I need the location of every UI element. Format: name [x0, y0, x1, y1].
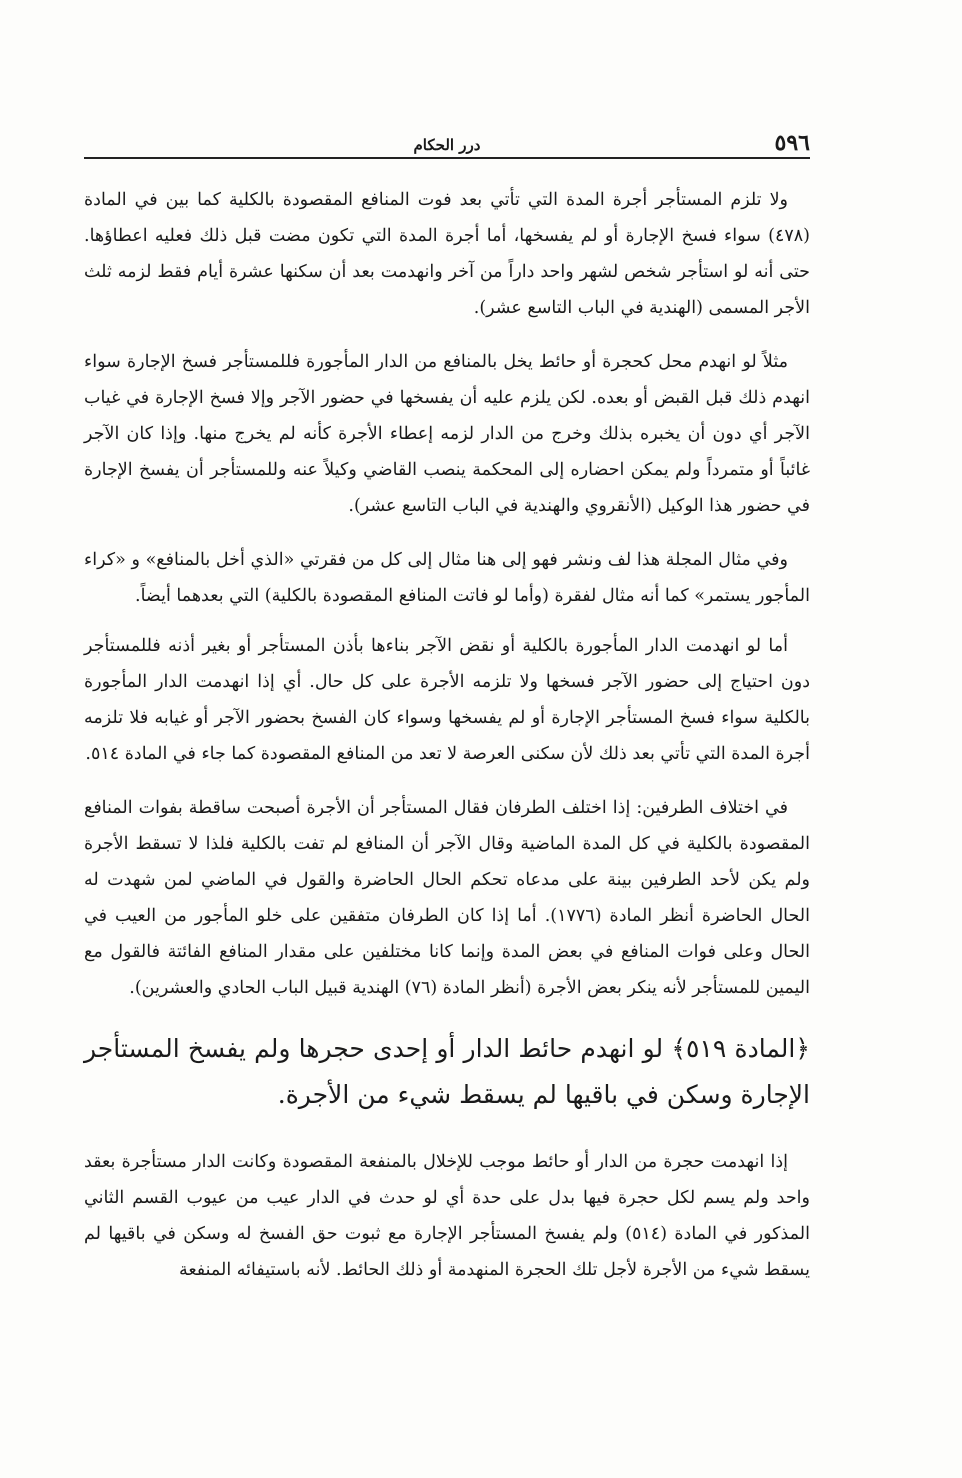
paragraph-2: مثلاً لو انهدم محل كحجرة أو حائط يخل بالمنافع من الدار المأجورة فللمستأجر فسخ الإجارة سواء انهدم ذلك قبل القبض أو بعده. لكن يلزم عليه أن يفسخها في حضور الآجر وإلا فسخ الإجارة في غياب الآجر أي دون أن يخبره بذلك وخرج من الدار لزمه إعطاء الأجرة كأنه لم يخرج منها. وإذا كان الآجر غائباً أو متمرداً ولم يمكن احضاره إلى المحكمة ينصب القاضي وكيلاً عنه وللمستأجر أن يفسخ الإجارة في حضور هذا الوكيل (الأنقروي والهندية في الباب التاسع عشر). [84, 352, 810, 516]
page-number: ٥٩٦ [774, 130, 810, 156]
paragraph-3: وفي مثال المجلة هذا لف ونشر فهو إلى هنا مثال إلى كل من فقرتي «الذي أخل بالمنافع» و «كراء المأجور يستمر» كما أنه مثال لفقرة (وأما لو فاتت المنافع المقصودة بالكلية) التي بعدهما أيضاً. [84, 550, 810, 606]
paragraph-1: ولا تلزم المستأجر أجرة المدة التي تأتي بعد فوت المنافع المقصودة بالكلية كما بين في المادة (٤٧٨) سواء فسخ الإجارة أو لم يفسخها، أما أجرة المدة التي تكون مضت قبل ذلك فعليه اعطاؤها. حتى أنه لو استأجر شخص لشهر واحد داراً من آخر وانهدمت بعد أن سكنها عشرة أيام فقط لزمه ثلث الأجر المسمى (الهندية في الباب التاسع عشر). [84, 190, 810, 318]
page-body [84, 182, 810, 1306]
paragraph-final: إذا انهدمت حجرة من الدار أو حائط موجب للإخلال بالمنفعة المقصودة وكانت الدار مستأجرة بعقد واحد ولم يسم لكل حجرة فيها بدل على حدة أي لو حدث في الدار عيب من عيوب القسم الثاني المذكور في المادة (٥١٤) ولم يفسخ المستأجر الإجارة مع ثبوت حق الفسخ له وسكن في باقيها لم يسقط شيء من الأجرة لأجل تلك الحجرة المنهدمة أو ذلك الحائط. لأنه باستيفائه المنفعة [84, 1152, 810, 1280]
article-519-heading: ﴿المادة ٥١٩﴾ لو انهدم حائط الدار أو إحدى حجرها ولم يفسخ المستأجر الإجارة وسكن في باقيها لم يسقط شيء من الأجرة. [84, 1034, 810, 1109]
paragraph-4: أما لو انهدمت الدار المأجورة بالكلية أو نقض الآجر بناءها بأذن المستأجر أو بغير أذنه فللمستأجر دون احتياج إلى حضور الآجر فسخها ولا تلزمه الأجرة على كل حال. أي إذا انهدمت الدار المأجورة بالكلية سواء فسخ المستأجر الإجارة أو لم يفسخها وسواء كان الفسخ بحضور الآجر أو غيابه فلا تلزمه أجرة المدة التي تأتي بعد ذلك لأن سكنى العرصة لا تعد من المنافع المقصودة كما جاء في المادة ٥١٤. [84, 636, 810, 764]
page-header [84, 128, 810, 156]
paragraph-5: في اختلاف الطرفين: إذا اختلف الطرفان فقال المستأجر أن الأجرة أصبحت ساقطة بفوات المنافع المقصودة بالكلية في كل المدة الماضية وقال الآجر أن المنافع لم تفت بالكلية فلذا لا تسقط الأجرة ولم يكن لأحد الطرفين بينة على مدعاه تحكم الحال الحاضرة والقول في الماضي لمن شهدت له الحال الحاضرة أنظر المادة (١٧٧٦). أما إذا كان الطرفان متفقين على خلو المأجور من العيب في الحال وعلى فوات المنافع في بعض المدة وإنما كانا مختلفين على مقدار المنافع الفائتة فالقول مع اليمين للمستأجر لأنه ينكر بعض الأجرة (أنظر المادة (٧٦) الهندية قبيل الباب الحادي والعشرين). [84, 798, 810, 998]
running-title: درر الحكام [413, 136, 481, 154]
header-divider [84, 157, 810, 159]
